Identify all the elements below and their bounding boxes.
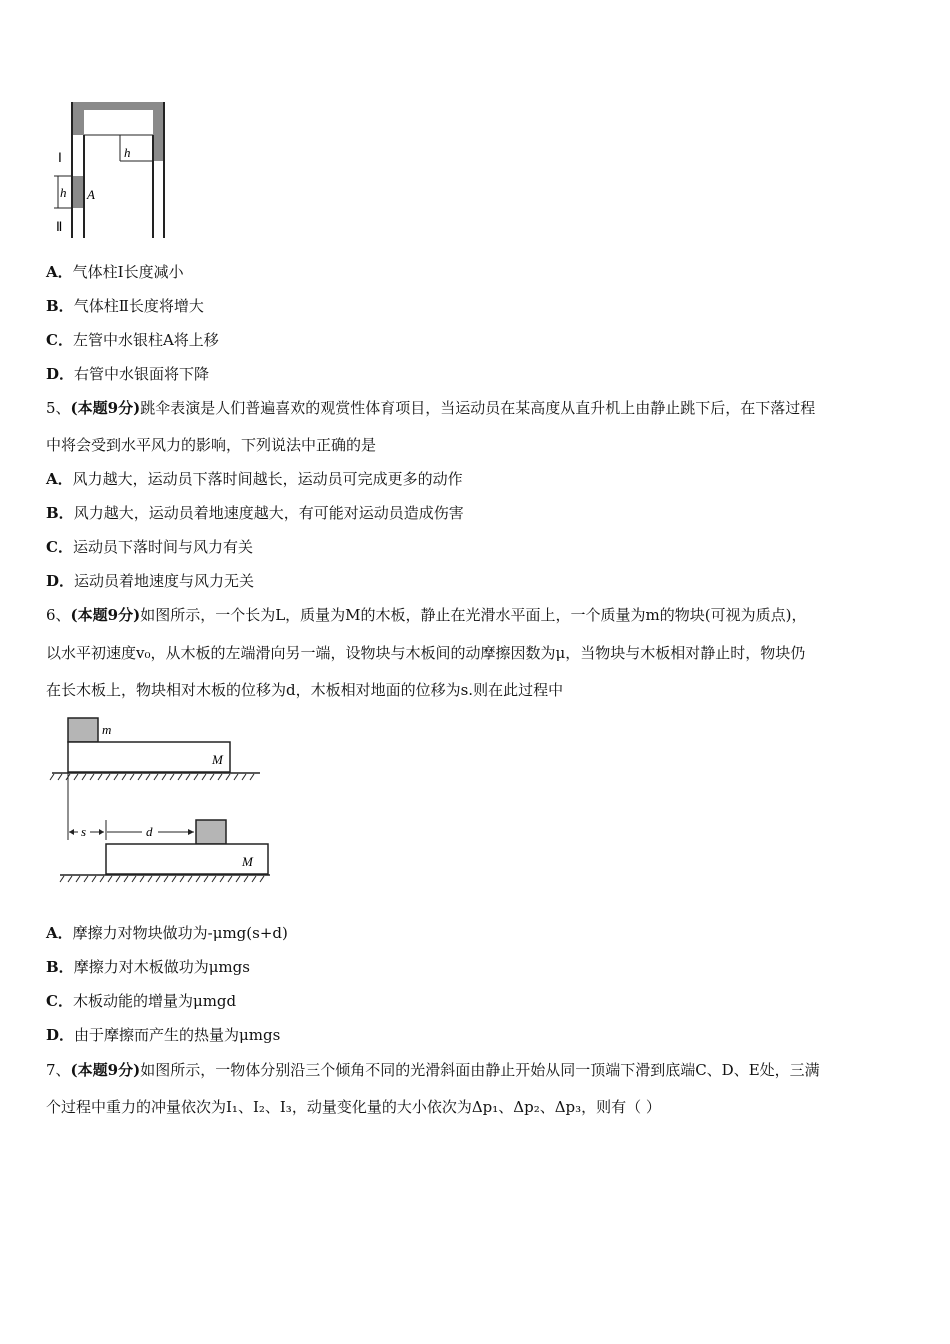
label-i: Ⅰ [58, 150, 62, 165]
label-ii: Ⅱ [56, 219, 63, 234]
q6-option-b: B．摩擦力对木板做功为μmgs [46, 958, 250, 976]
mercury-column-a [73, 176, 83, 208]
q4-option-d: D．右管中水银面将下降 [46, 365, 210, 383]
q4-option-b: B．气体柱Ⅱ长度将增大 [46, 297, 204, 315]
q5-option-d: D．运动员着地速度与风力无关 [46, 572, 255, 590]
q4-option-c: C．左管中水银柱A将上移 [46, 331, 219, 349]
h-left-label: h [60, 185, 67, 200]
u-tube-figure [40, 96, 180, 246]
a-label: A [87, 187, 95, 202]
q6-option-a: A．摩擦力对物块做功为-μmg(s+d) [46, 924, 288, 942]
q4-option-a: A．气体柱Ⅰ长度减小 [46, 263, 184, 281]
right-mercury [154, 135, 163, 161]
m-label: m [102, 722, 112, 737]
q6-stem-line2: 以水平初速度v₀，从木板的左端滑向另一端，设物块与木板间的动摩擦因数为μ，当物块与木板相对静止时，物块仍 [46, 644, 806, 662]
q5-stem-line1: 5、(本题9分)跳伞表演是人们普遍喜欢的观赏性体育项目，当运动员在某高度从直升机上由静止跳下后，在下落过程 [46, 399, 816, 417]
q5-option-c: C．运动员下落时间与风力有关 [46, 538, 253, 556]
q5-option-a: A．风力越大，运动员下落时间越长，运动员可完成更多的动作 [46, 470, 463, 488]
q7-stem-line1: 7、(本题9分)如图所示，一物体分别沿三个倾角不同的光滑斜面由静止开始从同一顶端下滑到底端C、D、E处，三满 [46, 1061, 820, 1079]
block-board-figure [46, 710, 286, 900]
h-top-label: h [124, 145, 131, 160]
q5-option-b: B．风力越大，运动员着地速度越大，有可能对运动员造成伤害 [46, 504, 464, 522]
s-label: s [81, 824, 87, 839]
block-m-bottom [196, 820, 226, 844]
m-board-bottom-label: M [242, 854, 253, 869]
q6-stem-line3: 在长木板上，物块相对木板的位移为d，木板相对地面的位移为s.则在此过程中 [46, 681, 564, 699]
d-label: d [146, 824, 153, 839]
m-board-top-label: M [212, 752, 223, 767]
q6-option-c: C．木板动能的增量为μmgd [46, 992, 237, 1010]
board-top [68, 742, 230, 772]
q6-option-d: D．由于摩擦而产生的热量为μmgs [46, 1026, 281, 1044]
block-m-top [68, 718, 98, 742]
q7-stem-line2: 个过程中重力的冲量依次为I₁、I₂、I₃，动量变化量的大小依次为Δp₁、Δp₂、Δp₃，则有（ ） [46, 1098, 661, 1116]
q6-stem-line1: 6、(本题9分)如图所示，一个长为L，质量为M的木板，静止在光滑水平面上，一个质量为m的物块(可视为质点)， [46, 606, 807, 624]
q5-stem-line2: 中将会受到水平风力的影响，下列说法中正确的是 [46, 436, 377, 454]
